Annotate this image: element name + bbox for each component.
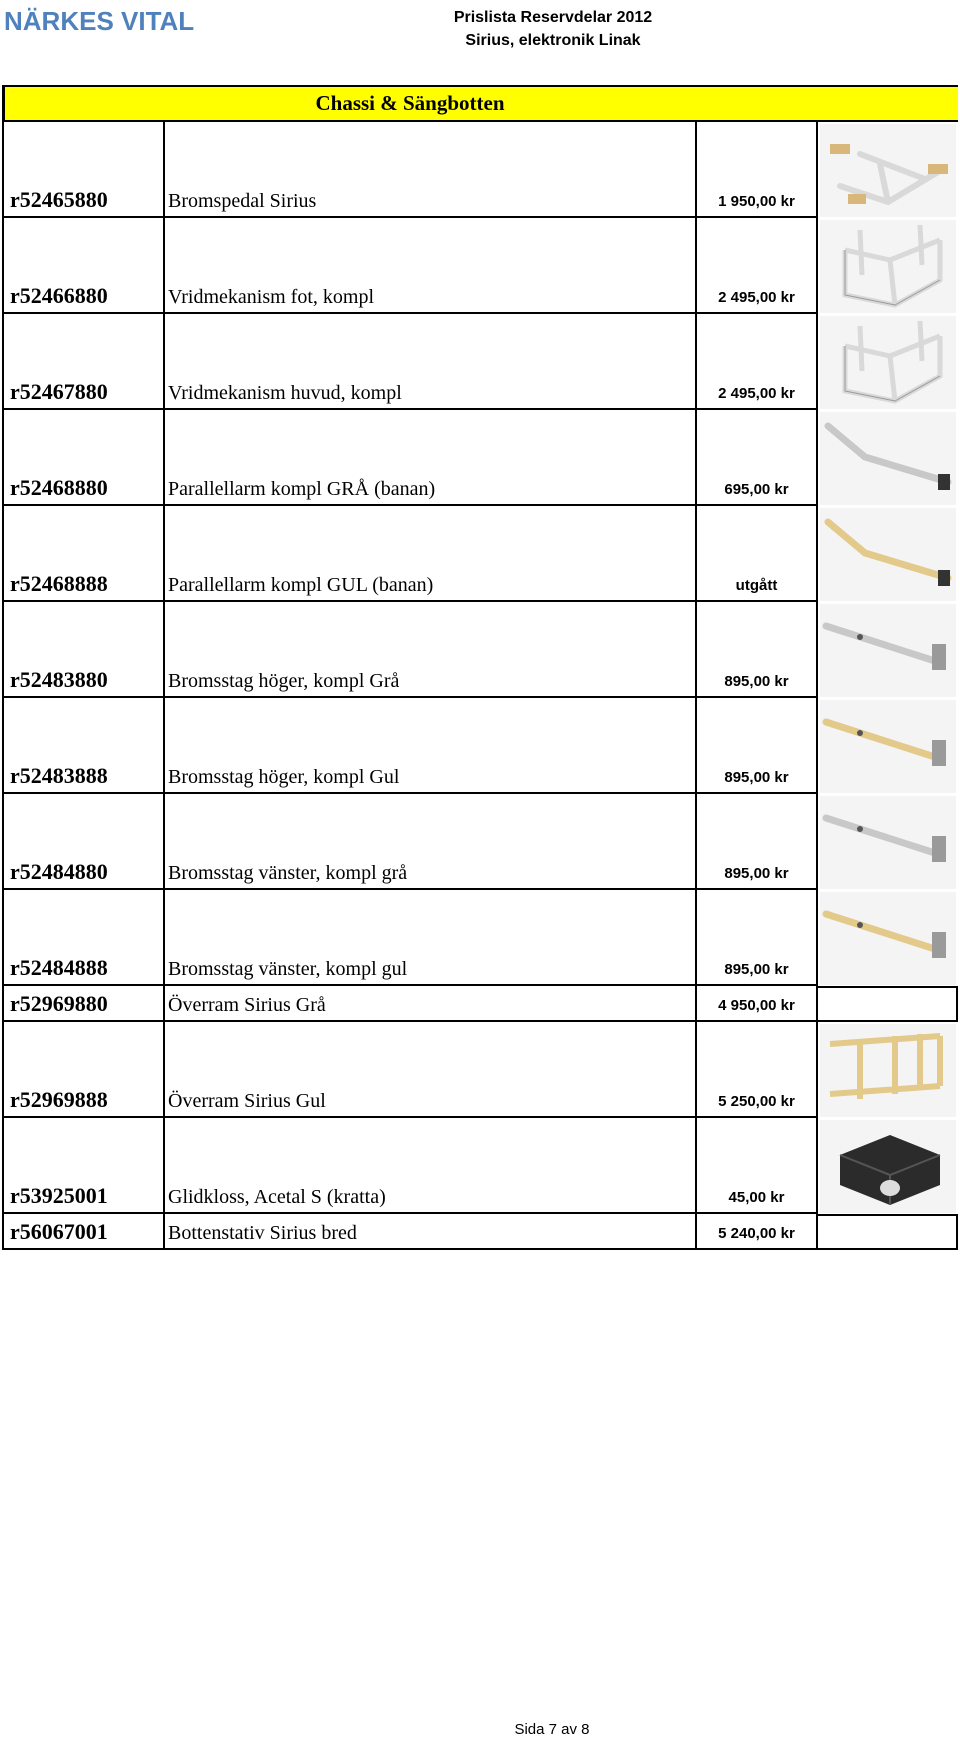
part-description: Bromsstag höger, kompl Grå — [168, 670, 400, 692]
part-number: r52465880 — [10, 187, 108, 212]
column-divider — [163, 986, 165, 1022]
part-price: 895,00 kr — [724, 673, 789, 690]
part-description: Parallellarm kompl GRÅ (banan) — [168, 478, 436, 500]
part-price: 895,00 kr — [724, 769, 789, 786]
part-description: Bromsstag vänster, kompl grå — [168, 862, 408, 884]
rotation-mechanism-image — [820, 316, 956, 409]
column-divider — [163, 698, 165, 794]
part-price: 2 495,00 kr — [718, 385, 795, 402]
section-header-border — [2, 85, 5, 122]
part-number: r53925001 — [10, 1183, 108, 1208]
part-description: Bottenstativ Sirius bred — [168, 1222, 357, 1244]
column-divider — [695, 1214, 697, 1250]
product-thumbnail — [820, 796, 956, 889]
part-price: utgått — [735, 577, 778, 594]
column-divider — [695, 986, 697, 1022]
part-number: r52467880 — [10, 379, 108, 404]
column-divider — [816, 794, 818, 890]
part-number: r52969880 — [10, 991, 108, 1016]
part-number: r52468880 — [10, 475, 108, 500]
top-frame-yellow-image — [820, 1024, 956, 1117]
document-title — [400, 6, 706, 52]
part-price: 4 950,00 kr — [718, 997, 795, 1014]
column-divider — [163, 218, 165, 314]
column-divider — [695, 122, 697, 218]
column-divider — [163, 410, 165, 506]
product-thumbnail — [820, 1120, 956, 1213]
brake-rod-yellow-image — [820, 700, 956, 793]
product-thumbnail — [820, 892, 956, 985]
column-divider — [816, 314, 818, 410]
part-description: Bromspedal Sirius — [168, 190, 317, 212]
column-divider — [163, 1118, 165, 1214]
part-description: Bromsstag höger, kompl Gul — [168, 766, 400, 788]
column-divider — [163, 1022, 165, 1118]
slide-block-image — [820, 1120, 956, 1213]
part-price: 5 240,00 kr — [718, 1225, 795, 1242]
column-divider — [163, 890, 165, 986]
column-divider — [163, 122, 165, 218]
column-divider — [816, 410, 818, 506]
column-divider — [816, 698, 818, 794]
document-title-line-2: Sirius, elektronik Linak — [465, 32, 641, 49]
column-divider — [816, 218, 818, 314]
column-divider — [695, 890, 697, 986]
part-description: Vridmekanism fot, kompl — [168, 286, 374, 308]
part-price: 895,00 kr — [724, 961, 789, 978]
part-number: r52484888 — [10, 955, 108, 980]
column-divider — [695, 218, 697, 314]
part-price: 2 495,00 kr — [718, 289, 795, 306]
column-divider — [163, 1214, 165, 1250]
rotation-mechanism-image — [820, 220, 956, 313]
part-number: r52969888 — [10, 1087, 108, 1112]
column-divider — [163, 314, 165, 410]
part-price: 5 250,00 kr — [718, 1093, 795, 1110]
part-description: Överram Sirius Grå — [168, 994, 326, 1016]
part-description: Överram Sirius Gul — [168, 1090, 326, 1112]
part-description: Glidkloss, Acetal S (kratta) — [168, 1186, 386, 1208]
part-number: r52484880 — [10, 859, 108, 884]
column-divider — [695, 410, 697, 506]
product-thumbnail — [820, 604, 956, 697]
product-thumbnail — [820, 124, 956, 217]
part-description: Vridmekanism huvud, kompl — [168, 382, 402, 404]
brake-rod-grey-image — [820, 604, 956, 697]
section-header — [2, 85, 958, 122]
brake-rod-grey-image — [820, 796, 956, 889]
product-thumbnail — [820, 1024, 956, 1117]
column-divider — [163, 602, 165, 698]
product-thumbnail — [820, 508, 956, 601]
brand-name: NÄRKES VITAL — [4, 6, 195, 36]
parallel-arm-yellow-image — [820, 508, 956, 601]
document-title-line-1: Prislista Reservdelar 2012 — [453, 9, 653, 26]
brake-rod-yellow-image — [820, 892, 956, 985]
column-divider — [163, 794, 165, 890]
part-description: Bromsstag vänster, kompl gul — [168, 958, 408, 980]
column-divider — [816, 1118, 818, 1214]
part-number: r52466880 — [10, 283, 108, 308]
column-divider — [695, 602, 697, 698]
part-number: r52483880 — [10, 667, 108, 692]
column-divider — [163, 506, 165, 602]
product-thumbnail — [820, 316, 956, 409]
column-divider — [816, 602, 818, 698]
column-divider — [816, 506, 818, 602]
column-divider — [816, 1022, 818, 1118]
column-divider — [695, 506, 697, 602]
part-price: 45,00 kr — [728, 1189, 785, 1206]
part-price: 695,00 kr — [724, 481, 789, 498]
part-number: r52483888 — [10, 763, 108, 788]
part-number: r52468888 — [10, 571, 108, 596]
column-divider — [695, 314, 697, 410]
column-divider — [695, 698, 697, 794]
column-divider — [695, 1022, 697, 1118]
part-price: 895,00 kr — [724, 865, 789, 882]
product-thumbnail — [820, 220, 956, 313]
product-thumbnail — [820, 700, 956, 793]
column-divider — [816, 122, 818, 218]
column-divider — [816, 890, 818, 986]
page-number: Sida 7 av 8 — [514, 1721, 590, 1738]
parallel-arm-grey-image — [820, 412, 956, 505]
empty-image-cell — [818, 986, 958, 1022]
part-description: Parallellarm kompl GUL (banan) — [168, 574, 434, 596]
section-title: Chassi & Sängbotten — [315, 91, 505, 115]
part-number: r56067001 — [10, 1219, 108, 1244]
empty-image-cell — [818, 1214, 958, 1250]
brake-pedal-frame-image — [820, 124, 956, 217]
column-divider — [695, 794, 697, 890]
column-divider — [695, 1118, 697, 1214]
product-thumbnail — [820, 412, 956, 505]
part-price: 1 950,00 kr — [718, 193, 795, 210]
